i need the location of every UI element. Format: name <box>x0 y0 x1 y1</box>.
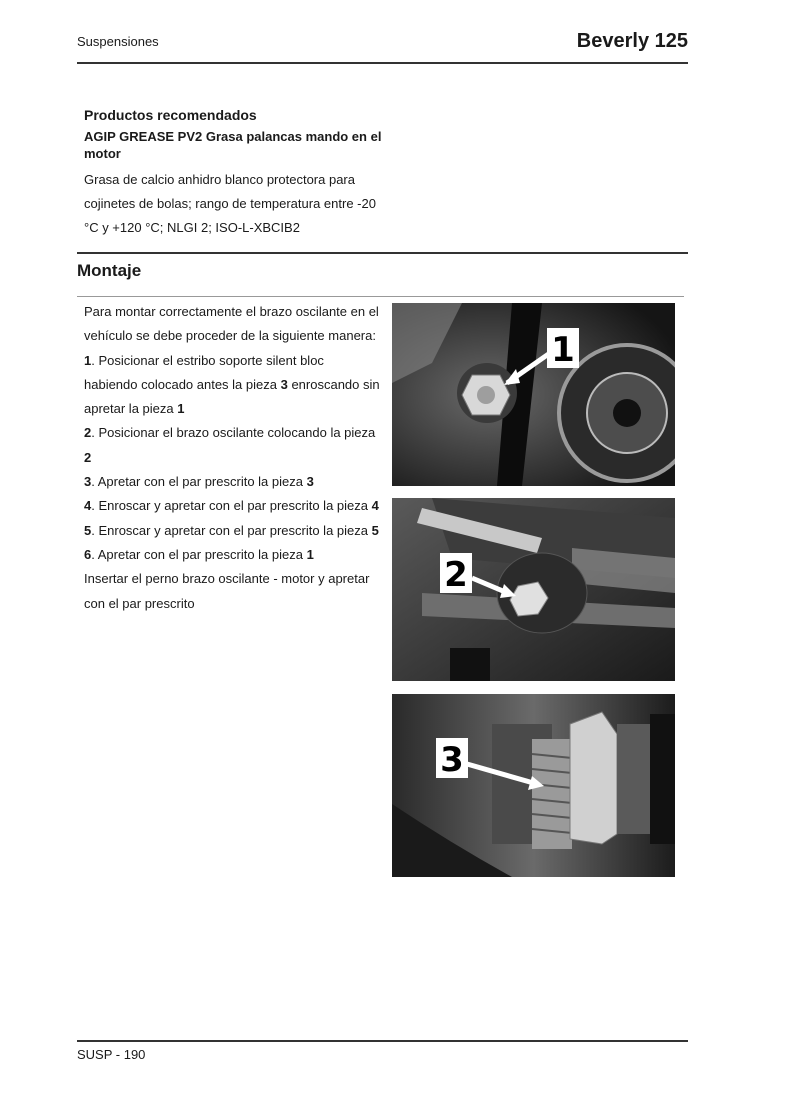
header-model-name: Beverly 125 <box>576 30 688 52</box>
step-text: Apretar con el par prescrito la pieza <box>97 546 307 562</box>
step-text: Apretar con el par prescrito la pieza <box>97 474 307 490</box>
recommended-products <box>84 107 384 240</box>
step-number: 1 <box>84 352 92 368</box>
montaje-steps <box>84 349 380 568</box>
montaje-step: 1. Posicionar el estribo soporte silent bloc habiendo colocado antes la pieza 3 enroscando sin apretar la pieza 1 <box>84 352 380 417</box>
montaje-step: 4. Enroscar y apretar con el par prescrito la pieza 4 <box>84 498 379 514</box>
montaje-intro: Para montar correctamente el brazo oscilante en el vehículo se debe proceder de la siguiente manera: <box>84 304 379 344</box>
photo-nut-1 <box>392 303 675 486</box>
step-piece-ref: 3 <box>280 376 288 392</box>
page-number: SUSP - 190 <box>77 1047 146 1062</box>
photo-callout-3: 3 <box>440 740 464 780</box>
step-piece-ref: 1 <box>306 546 314 562</box>
montaje-step: 2. Posicionar el brazo oscilante colocando la pieza 2 <box>84 425 376 465</box>
montaje-step: 6. Apretar con el par prescrito la pieza 1 <box>84 546 314 562</box>
step-text: Posicionar el estribo soporte silent bloc habiendo colocado antes la pieza <box>84 352 324 392</box>
step-text: Enroscar y apretar con el par prescrito la pieza <box>98 498 372 514</box>
step-number: 6 <box>84 546 92 562</box>
step-number: 4 <box>84 498 92 514</box>
step-piece-ref: 3 <box>306 474 314 490</box>
step-piece-ref: 1 <box>177 401 185 417</box>
step-number: 5 <box>84 522 92 538</box>
step-piece-ref: 5 <box>371 522 379 538</box>
step-piece-ref: 4 <box>371 498 379 514</box>
photo-callout-1: 1 <box>551 330 575 370</box>
step-piece-ref: 2 <box>84 449 92 465</box>
montaje-step: 5. Enroscar y apretar con el par prescrito la pieza 5 <box>84 522 379 538</box>
header-rule <box>77 62 688 64</box>
step-number: 2 <box>84 425 92 441</box>
section-rule <box>77 252 688 254</box>
section-subrule <box>77 296 684 297</box>
step-text: enroscando sin apretar la pieza <box>84 376 380 417</box>
step-number: 3 <box>84 474 92 490</box>
montaje-closing: Insertar el perno brazo oscilante - motor y apretar con el par prescrito <box>84 571 370 611</box>
product-name: AGIP GREASE PV2 Grasa palancas mando en el motor <box>84 129 382 161</box>
footer-rule <box>77 1040 688 1042</box>
step-text: Enroscar y apretar con el par prescrito la pieza <box>98 522 372 538</box>
photo-bolt-2 <box>392 498 675 681</box>
step-text: Posicionar el brazo oscilante colocando la pieza <box>98 425 376 441</box>
photo-callout-2: 2 <box>444 555 468 595</box>
montaje-step: 3. Apretar con el par prescrito la pieza 3 <box>84 474 314 490</box>
section-title-montaje: Montaje <box>77 261 142 280</box>
product-description: Grasa de calcio anhidro blanco protectora para cojinetes de bolas; rango de temperatura entre -20 °C y +120 °C; NLGI 2; ISO-L-XBCIB2 <box>84 172 376 235</box>
products-heading: Productos recomendados <box>84 107 257 123</box>
header-section-title: Suspensiones <box>77 34 159 49</box>
montaje-instructions <box>84 300 380 616</box>
photo-threaded-nut-3 <box>392 694 675 877</box>
